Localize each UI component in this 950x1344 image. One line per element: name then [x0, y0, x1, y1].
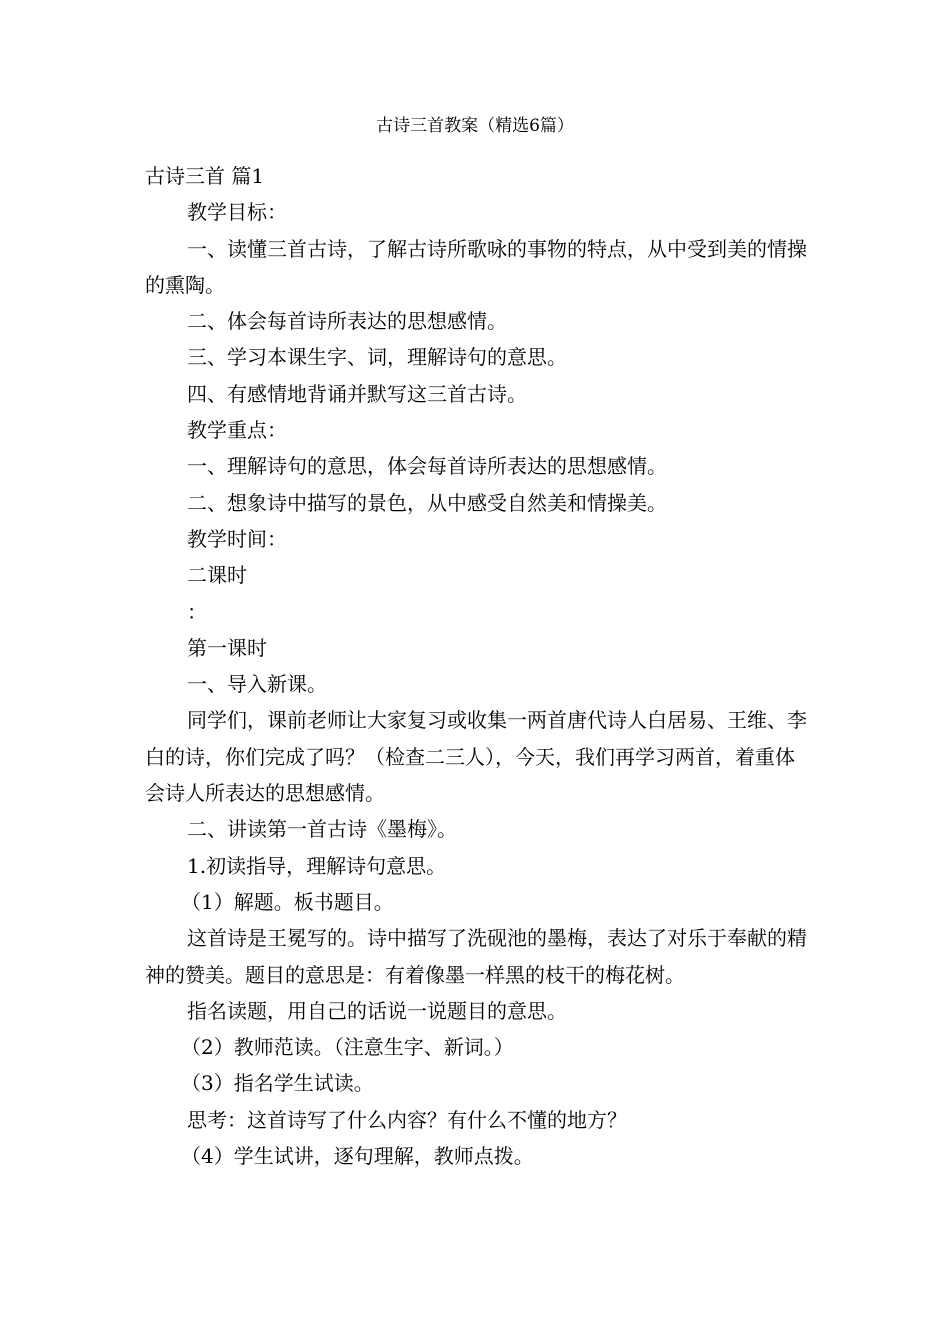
section-heading: 古诗三首 篇1 [145, 164, 265, 188]
paragraph: （2）教师范读。（注意生字、新词。） [181, 1035, 514, 1060]
paragraph: 一、理解诗句的意思，体会每首诗所表达的思想感情。 [187, 454, 667, 479]
paragraph: ： [187, 599, 207, 624]
paragraph: 三、学习本课生字、词，理解诗句的意思。 [187, 345, 567, 370]
paragraph: （3）指名学生试读。 [181, 1071, 374, 1096]
document-title: 古诗三首教案（精选6篇） [376, 116, 574, 136]
paragraph: 二、想象诗中描写的景色，从中感受自然美和情操美。 [187, 490, 667, 515]
paragraph: 四、有感情地背诵并默写这三首古诗。 [187, 381, 527, 406]
paragraph: （4）学生试讲，逐句理解，教师点拨。 [181, 1144, 534, 1169]
paragraph: 教学时间： [187, 526, 287, 551]
paragraph: 这首诗是王冕写的。诗中描写了洗砚池的墨梅，表达了对乐于奉献的精神的赞美。题目的意思是：有着像墨一样黑的枝干的梅花树。 [145, 926, 807, 987]
paragraph: 二课时 [187, 563, 247, 588]
paragraph: 第一课时 [187, 635, 267, 660]
paragraph: 指名读题，用自己的话说一说题目的意思。 [187, 998, 567, 1023]
paragraph: 一、读懂三首古诗，了解古诗所歌咏的事物的特点，从中受到美的情操的熏陶。 [145, 236, 807, 297]
paragraph: 思考：这首诗写了什么内容？有什么不懂的地方？ [187, 1107, 627, 1132]
paragraph: 教学目标： [187, 200, 287, 225]
document-body [145, 158, 810, 1174]
paragraph: 教学重点： [187, 418, 287, 443]
paragraph: 同学们，课前老师让大家复习或收集一两首唐代诗人白居易、王维、李白的诗，你们完成了吗？（检查二三人），今天，我们再学习两首，着重体会诗人所表达的思想感情。 [145, 708, 807, 806]
paragraph: 二、讲读第一首古诗《墨梅》。 [187, 817, 457, 842]
paragraph: 一、导入新课。 [187, 672, 327, 697]
paragraph: 1.初读指导，理解诗句意思。 [187, 853, 447, 878]
paragraph: 二、体会每首诗所表达的思想感情。 [187, 309, 507, 334]
paragraph: （1）解题。板书题目。 [181, 889, 394, 914]
